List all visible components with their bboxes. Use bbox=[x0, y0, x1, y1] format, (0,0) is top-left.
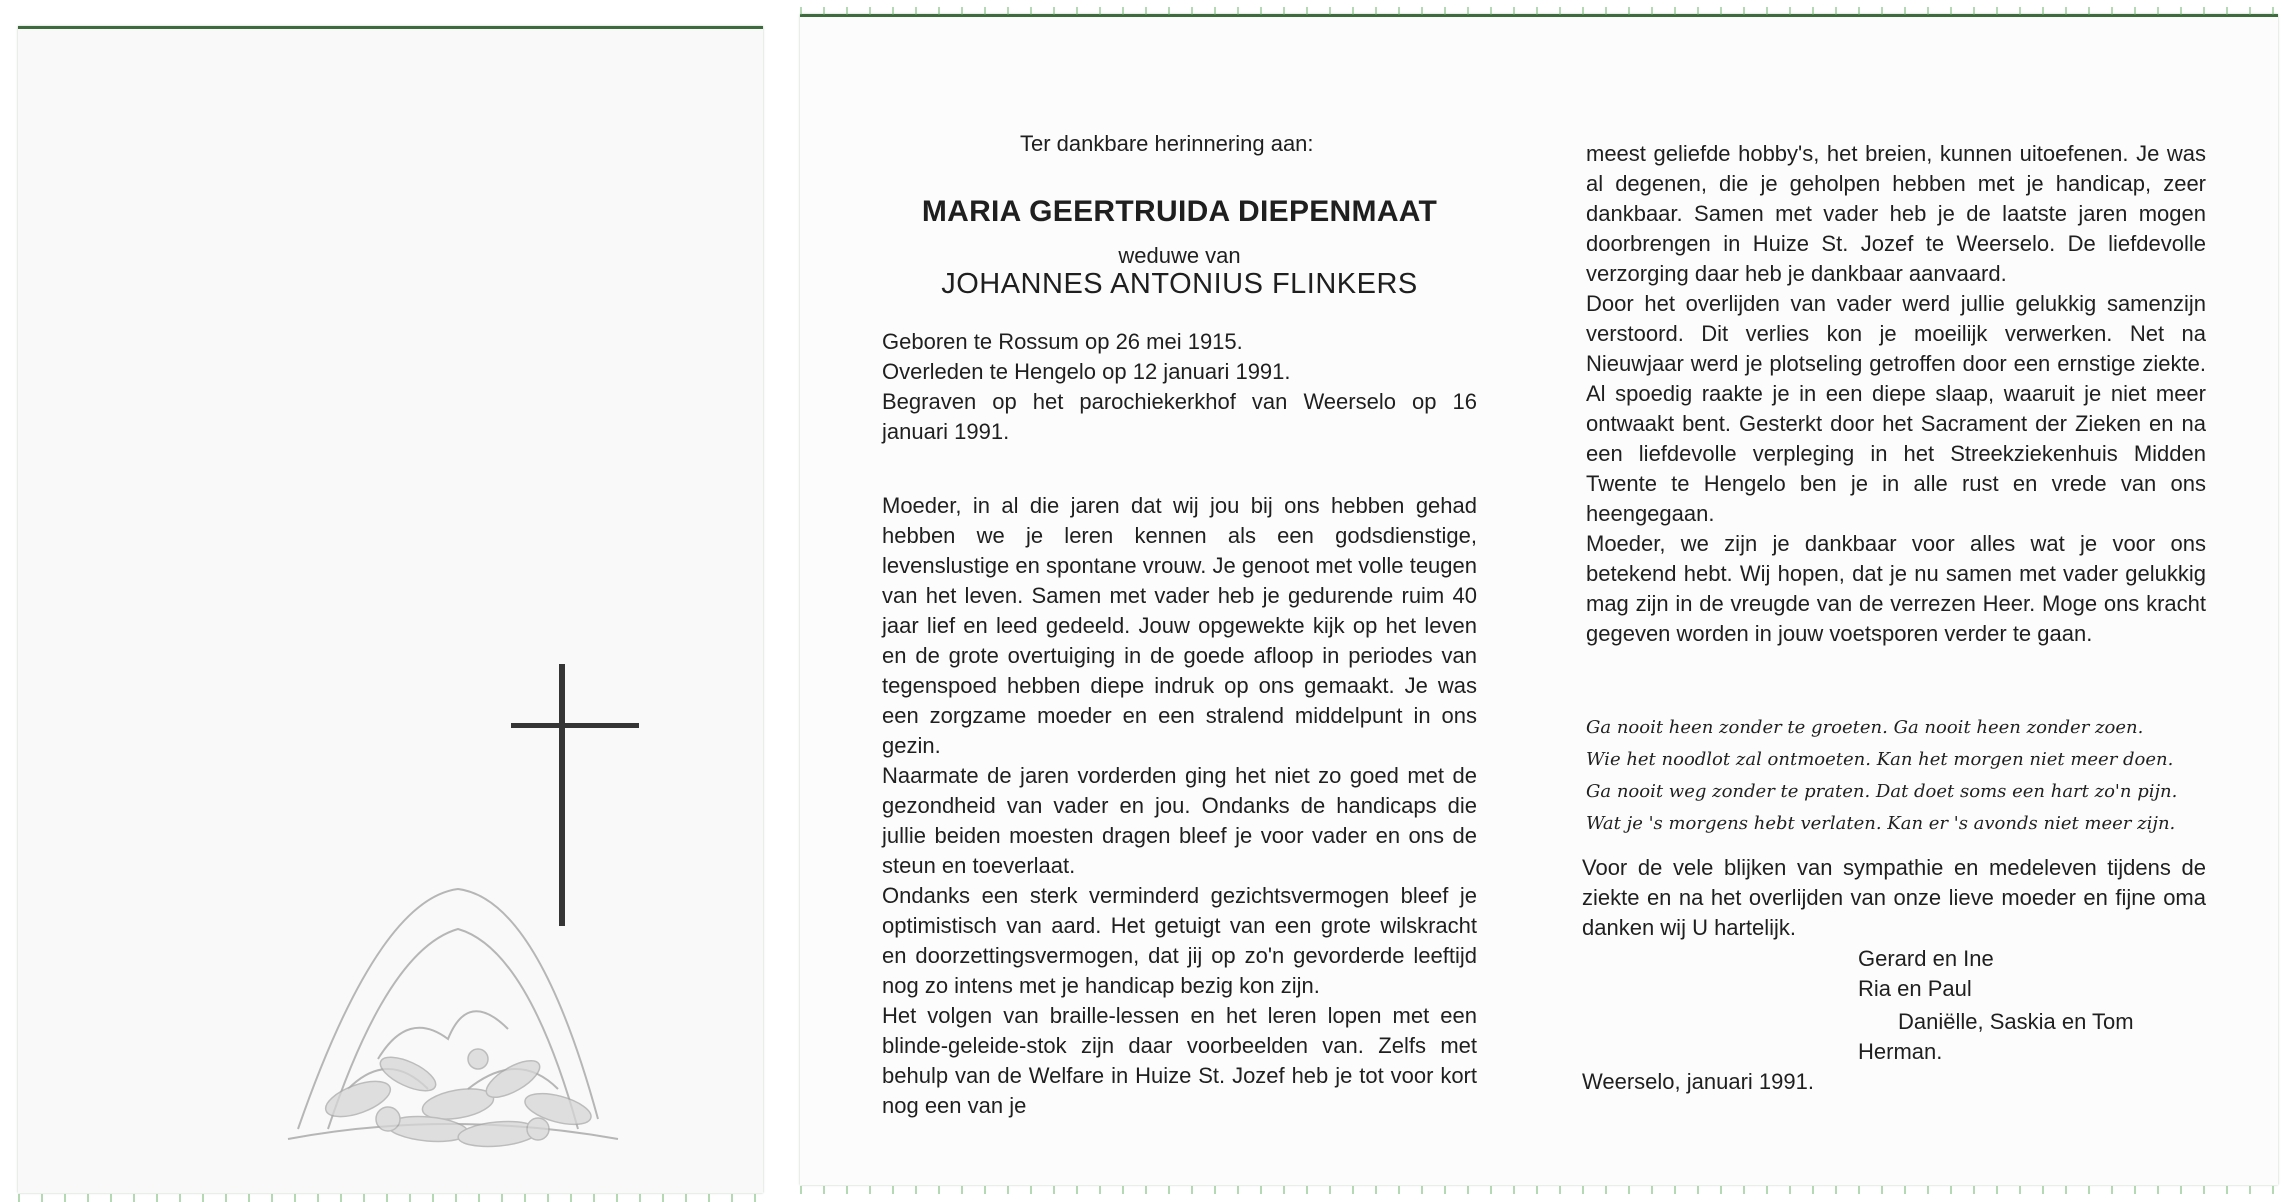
thanks-text bbox=[1582, 853, 2206, 943]
memorial-text-left bbox=[882, 491, 1477, 1121]
poem-line: Wat je 's morgens hebt verlaten. Kan er 's avonds niet meer zijn. bbox=[1586, 813, 2176, 834]
poem-line: Wie het noodlot zal ontmoeten. Kan het morgen niet meer doen. bbox=[1586, 749, 2174, 770]
death-date: Overleden te Hengelo op 12 januari 1991. bbox=[882, 359, 1291, 384]
thanks-paragraph: Voor de vele blijken van sympathie en medeleven tijdens de ziekte en na het overlijden van onze lieve moeder en fijne oma danken wij U hartelijk. bbox=[1582, 855, 2206, 940]
cross-horizontal-beam bbox=[511, 723, 639, 728]
burial-date: Begraven op het parochiekerkhof van Weerselo op 16 januari 1991. bbox=[882, 389, 1477, 444]
paragraph: meest geliefde hobby's, het breien, kunnen uitoefenen. Je was al degenen, die je geholpen hebben met je handicap, zeer dankbaar. Samen met vader heb je de laatste jaren mogen doorbrengen in Huize St. Jozef te Weerselo. De liefdevolle verzorging daar heb je dankbaar aanvaard. bbox=[1586, 141, 2206, 286]
signature-line: Daniëlle, Saskia en Tom bbox=[1898, 1009, 2134, 1034]
intro-text: Ter dankbare herinnering aan: bbox=[1020, 131, 1314, 156]
poem-line: Ga nooit heen zonder te groeten. Ga nooit heen zonder zoen. bbox=[1586, 717, 2144, 738]
widow-of-text: weduwe van bbox=[1118, 243, 1241, 268]
birth-date: Geboren te Rossum op 26 mei 1915. bbox=[882, 329, 1243, 354]
paragraph: Moeder, we zijn je dankbaar voor alles wat je voor ons betekend hebt. Wij hopen, dat je nu samen met vader gelukkig mag zijn in de vreugde van de verrezen Heer. Moge ons kracht gegeven worden in jouw voetsporen verder te gaan. bbox=[1586, 531, 2206, 646]
memorial-text-right bbox=[1586, 139, 2206, 649]
card-edge-top bbox=[800, 7, 2278, 15]
signature-line: Gerard en Ine bbox=[1858, 946, 1994, 971]
paragraph: Ondanks een sterk verminderd gezichtsvermogen bleef je optimistisch van aard. Het getuigt van een grote wilskracht en doorzettingsvermogen, dat jij op zo'n gevorderde leeftijd nog zo intens met je handicap bezig kon zijn. bbox=[882, 883, 1477, 998]
signature-line: Ria en Paul bbox=[1858, 976, 1972, 1001]
signature-line: Herman. bbox=[1858, 1039, 1943, 1064]
paragraph: Moeder, in al die jaren dat wij jou bij ons hebben gehad hebben we je leren kennen als een godsdienstige, levenslustige en spontane vrouw. Je genoot met volle teugen van het leven. Samen met vader heb je gedurende ruim 40 jaar lief en leed gedeeld. Jouw opgewekte kijk op het leven en de grote overtuiging in de goede afloop in periodes van tegenspoed hebben diepe indruk op ons gemaakt. Je was een zorgzame moeder en een stralend middelpunt in ons gezin. bbox=[882, 493, 1477, 758]
card-edge-bottom bbox=[800, 1186, 2278, 1194]
poem bbox=[1586, 712, 2206, 840]
poem-line: Ga nooit weg zonder te praten. Dat doet soms een hart zo'n pijn. bbox=[1586, 781, 2178, 802]
inner-card bbox=[800, 14, 2278, 1185]
paragraph: Het volgen van braille-lessen en het leren lopen met een blinde-geleide-stok zijn daar voorbeelden van. Zelfs met behulp van de Welfare in Huize St. Jozef heb je tot voor kort nog een van je bbox=[882, 1003, 1477, 1118]
life-dates bbox=[882, 327, 1477, 447]
paragraph: Door het overlijden van vader werd jullie gelukkig samenzijn verstoord. Dit verlies kon je moeilijk verwerken. Net na Nieuwjaar werd je plotseling getroffen door een ernstige ziekte. Al spoedig raakte je in een diepe slaap, waaruit je niet meer ontwaakt bent. Gesterkt door het Sacrament der Zieken en na een liefdevolle verpleging in het Streekziekenhuis Midden Twente te Hengelo ben je in alle rust en vrede van ons heengegaan. bbox=[1586, 291, 2206, 526]
front-card bbox=[18, 26, 763, 1193]
deceased-name: MARIA GEERTRUIDA DIEPENMAAT bbox=[921, 195, 1438, 228]
place-date: Weerselo, januari 1991. bbox=[1582, 1069, 1814, 1094]
card-edge-bottom bbox=[18, 1194, 763, 1202]
flower-bouquet-icon bbox=[258, 859, 638, 1159]
spouse-name: JOHANNES ANTONIUS FLINKERS bbox=[941, 268, 1418, 300]
paragraph: Naarmate de jaren vorderden ging het niet zo goed met de gezondheid van vader en jou. Ondanks de handicaps die jullie beiden moesten dragen bleef je voor vader en ons de steun en toeverlaat. bbox=[882, 763, 1477, 878]
